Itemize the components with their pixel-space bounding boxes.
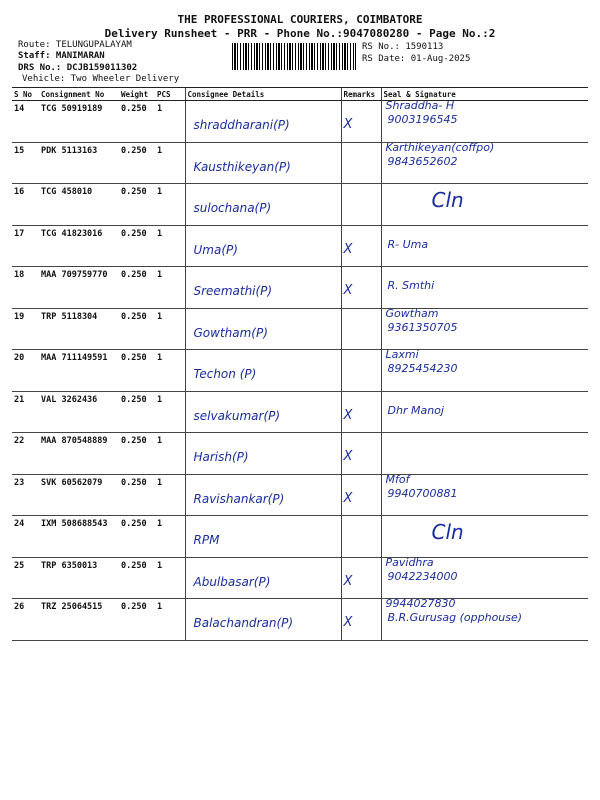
cell-remark (341, 267, 381, 309)
cell-weight: 0.250 (119, 350, 155, 392)
cell-consignment: TRP 5118304 (39, 308, 119, 350)
cell-consignment: MAA 711149591 (39, 350, 119, 392)
cell-signature (381, 599, 588, 641)
runsheet-subtitle: Delivery Runsheet - PRR - Phone No.:9047080280 - Page No.:2 (104, 27, 496, 40)
signature-handwriting: R- Uma (387, 237, 429, 251)
cell-weight: 0.250 (119, 391, 155, 433)
cell-signature (381, 350, 588, 392)
signature-handwriting: Pavidhra (385, 555, 434, 569)
col-sno: S No (12, 88, 39, 101)
cell-sno: 21 (12, 391, 39, 433)
cell-consignee (185, 516, 341, 558)
cell-remark (341, 474, 381, 516)
cell-sno: 18 (12, 267, 39, 309)
cell-remark-handwriting: X (343, 117, 353, 132)
signature-handwriting: 9944027830 (385, 597, 456, 610)
cell-signature (381, 391, 588, 433)
signature-handwriting: 9361350705 (387, 320, 458, 334)
signature-handwriting: Shraddha- H (385, 99, 455, 112)
cell-pcs: 1 (155, 516, 185, 558)
cell-pcs: 1 (155, 225, 185, 267)
cell-weight: 0.250 (119, 267, 155, 309)
cell-consignee-handwriting: Harish(P) (193, 450, 249, 464)
cell-remark-handwriting: X (343, 241, 353, 257)
cell-sno: 25 (12, 557, 39, 599)
cell-sno: 24 (12, 516, 39, 558)
cell-weight: 0.250 (119, 308, 155, 350)
cell-signature (381, 557, 588, 599)
cell-signature (381, 516, 588, 558)
cell-remark (341, 142, 381, 184)
cell-pcs: 1 (155, 433, 185, 475)
rs-number: RS No.: 1590113 (362, 42, 444, 52)
cell-remark-handwriting: X (343, 407, 353, 423)
cell-remark (341, 225, 381, 267)
cell-consignee-handwriting: Kausthikeyan(P) (193, 159, 291, 174)
col-signature: Seal & Signature (381, 88, 588, 101)
cell-sno: 26 (12, 599, 39, 641)
cell-consignee (185, 267, 341, 309)
cell-consignment: VAL 3262436 (39, 391, 119, 433)
cell-consignee-handwriting: shraddharani(P) (193, 118, 290, 132)
drs-label: DRS No.: DCJB159011302 (18, 63, 138, 73)
signature-handwriting: Dhr Manoj (387, 403, 444, 417)
cell-weight: 0.250 (119, 101, 155, 143)
cell-sno: 22 (12, 433, 39, 475)
table-row (12, 142, 588, 184)
cell-consignee (185, 101, 341, 143)
cell-remark (341, 350, 381, 392)
table-row (12, 474, 588, 516)
cell-consignee-handwriting: Abulbasar(P) (193, 574, 271, 589)
cell-consignment: TCG 458010 (39, 184, 119, 226)
rs-date: RS Date: 01-Aug-2025 (362, 54, 471, 64)
table-row (12, 433, 588, 475)
cell-consignee (185, 225, 341, 267)
cell-consignment: TRP 6350013 (39, 557, 119, 599)
cell-remark-handwriting: X (343, 573, 353, 589)
staff-label: Staff: MANIMARAN (18, 51, 105, 61)
cell-consignee-handwriting: Gowtham(P) (193, 325, 268, 340)
col-consignee: Consignee Details (185, 88, 341, 101)
cell-signature (381, 474, 588, 516)
cell-consignee (185, 474, 341, 516)
cell-consignment: MAA 709759770 (39, 267, 119, 309)
cell-weight: 0.250 (119, 433, 155, 475)
cell-sno: 14 (12, 101, 39, 143)
cell-weight: 0.250 (119, 599, 155, 641)
cell-consignee (185, 142, 341, 184)
cell-sno: 17 (12, 225, 39, 267)
cell-consignee (185, 184, 341, 226)
cell-signature (381, 433, 588, 475)
cell-pcs: 1 (155, 474, 185, 516)
cell-consignee-handwriting: selvakumar(P) (193, 408, 281, 423)
col-remarks: Remarks (341, 88, 381, 101)
cell-pcs: 1 (155, 142, 185, 184)
signature-handwriting: Gowtham (385, 306, 439, 320)
cell-signature (381, 142, 588, 184)
cell-weight: 0.250 (119, 474, 155, 516)
cell-remark (341, 516, 381, 558)
cell-remark (341, 391, 381, 433)
signature-handwriting: 9940700881 (387, 486, 458, 500)
table-row (12, 225, 588, 267)
cell-consignment: MAA 870548889 (39, 433, 119, 475)
table-row (12, 391, 588, 433)
signature-handwriting: R. Smthi (387, 279, 435, 292)
signature-handwriting: 9843652602 (387, 154, 458, 168)
cell-weight: 0.250 (119, 184, 155, 226)
cell-remark (341, 433, 381, 475)
cell-sno: 23 (12, 474, 39, 516)
cell-weight: 0.250 (119, 142, 155, 184)
table-row (12, 101, 588, 143)
cell-remark (341, 599, 381, 641)
cell-signature (381, 308, 588, 350)
signature-handwriting: Karthikeyan(coffpo) (385, 140, 495, 154)
cell-remark-handwriting: X (343, 449, 353, 464)
cell-consignee-handwriting: Techon (P) (193, 367, 257, 381)
cell-remark (341, 557, 381, 599)
cell-signature (381, 184, 588, 226)
cell-weight: 0.250 (119, 225, 155, 267)
cell-consignee (185, 557, 341, 599)
barcode (232, 43, 356, 70)
table-row (12, 557, 588, 599)
table-row (12, 350, 588, 392)
cell-consignee (185, 308, 341, 350)
company-title: THE PROFESSIONAL COURIERS, COIMBATORE (177, 13, 423, 26)
cell-pcs: 1 (155, 308, 185, 350)
cell-consignee-handwriting: Balachandran(P) (193, 616, 294, 630)
table-row (12, 599, 588, 641)
cell-pcs: 1 (155, 184, 185, 226)
cell-consignee-handwriting: Ravishankar(P) (193, 491, 285, 506)
cell-pcs: 1 (155, 391, 185, 433)
cell-remark-handwriting: X (343, 615, 353, 630)
signature-handwriting: Cln (431, 188, 464, 212)
col-weight: Weight (119, 88, 155, 101)
table-row (12, 308, 588, 350)
col-pcs: PCS (155, 88, 185, 101)
cell-consignee (185, 350, 341, 392)
cell-sno: 20 (12, 350, 39, 392)
cell-consignee (185, 433, 341, 475)
cell-signature (381, 225, 588, 267)
signature-handwriting: Cln (431, 520, 464, 544)
cell-consignment: PDK 5113163 (39, 142, 119, 184)
cell-pcs: 1 (155, 267, 185, 309)
cell-consignee-handwriting: RPM (193, 533, 220, 547)
table-header-row (12, 88, 588, 101)
cell-sno: 15 (12, 142, 39, 184)
signature-handwriting: Laxmi (385, 348, 419, 361)
cell-consignment: TRZ 25064515 (39, 599, 119, 641)
signature-handwriting: B.R.Gurusag (opphouse) (387, 611, 523, 624)
cell-consignee (185, 599, 341, 641)
runsheet-table (12, 87, 588, 641)
cell-consignee-handwriting: sulochana(P) (193, 201, 272, 215)
cell-sno: 19 (12, 308, 39, 350)
signature-handwriting: 9003196545 (387, 113, 458, 126)
signature-handwriting: Mfof (385, 472, 410, 486)
cell-consignee (185, 391, 341, 433)
cell-sno: 16 (12, 184, 39, 226)
cell-pcs: 1 (155, 599, 185, 641)
cell-consignee-handwriting: Uma(P) (193, 242, 238, 257)
col-consignment: Consignment No (39, 88, 119, 101)
cell-consignment: IXM 508688543 (39, 516, 119, 558)
cell-remark (341, 184, 381, 226)
signature-handwriting: 9042234000 (387, 569, 458, 583)
table-row (12, 516, 588, 558)
cell-remark-handwriting: X (343, 490, 353, 506)
cell-pcs: 1 (155, 557, 185, 599)
cell-consignment: TCG 41823016 (39, 225, 119, 267)
signature-handwriting: 8925454230 (387, 362, 458, 375)
vehicle-label: Vehicle: Two Wheeler Delivery (22, 74, 180, 84)
cell-consignment: TCG 50919189 (39, 101, 119, 143)
cell-pcs: 1 (155, 101, 185, 143)
route-label: Route: TELUNGUPALAYAM (18, 40, 132, 50)
cell-signature (381, 267, 588, 309)
table-row (12, 267, 588, 309)
cell-pcs: 1 (155, 350, 185, 392)
cell-consignment: SVK 60562079 (39, 474, 119, 516)
cell-remark-handwriting: X (343, 283, 353, 298)
table-row (12, 184, 588, 226)
cell-signature (381, 101, 588, 143)
cell-remark (341, 308, 381, 350)
cell-weight: 0.250 (119, 516, 155, 558)
cell-weight: 0.250 (119, 557, 155, 599)
cell-remark (341, 101, 381, 143)
cell-consignee-handwriting: Sreemathi(P) (193, 284, 273, 298)
